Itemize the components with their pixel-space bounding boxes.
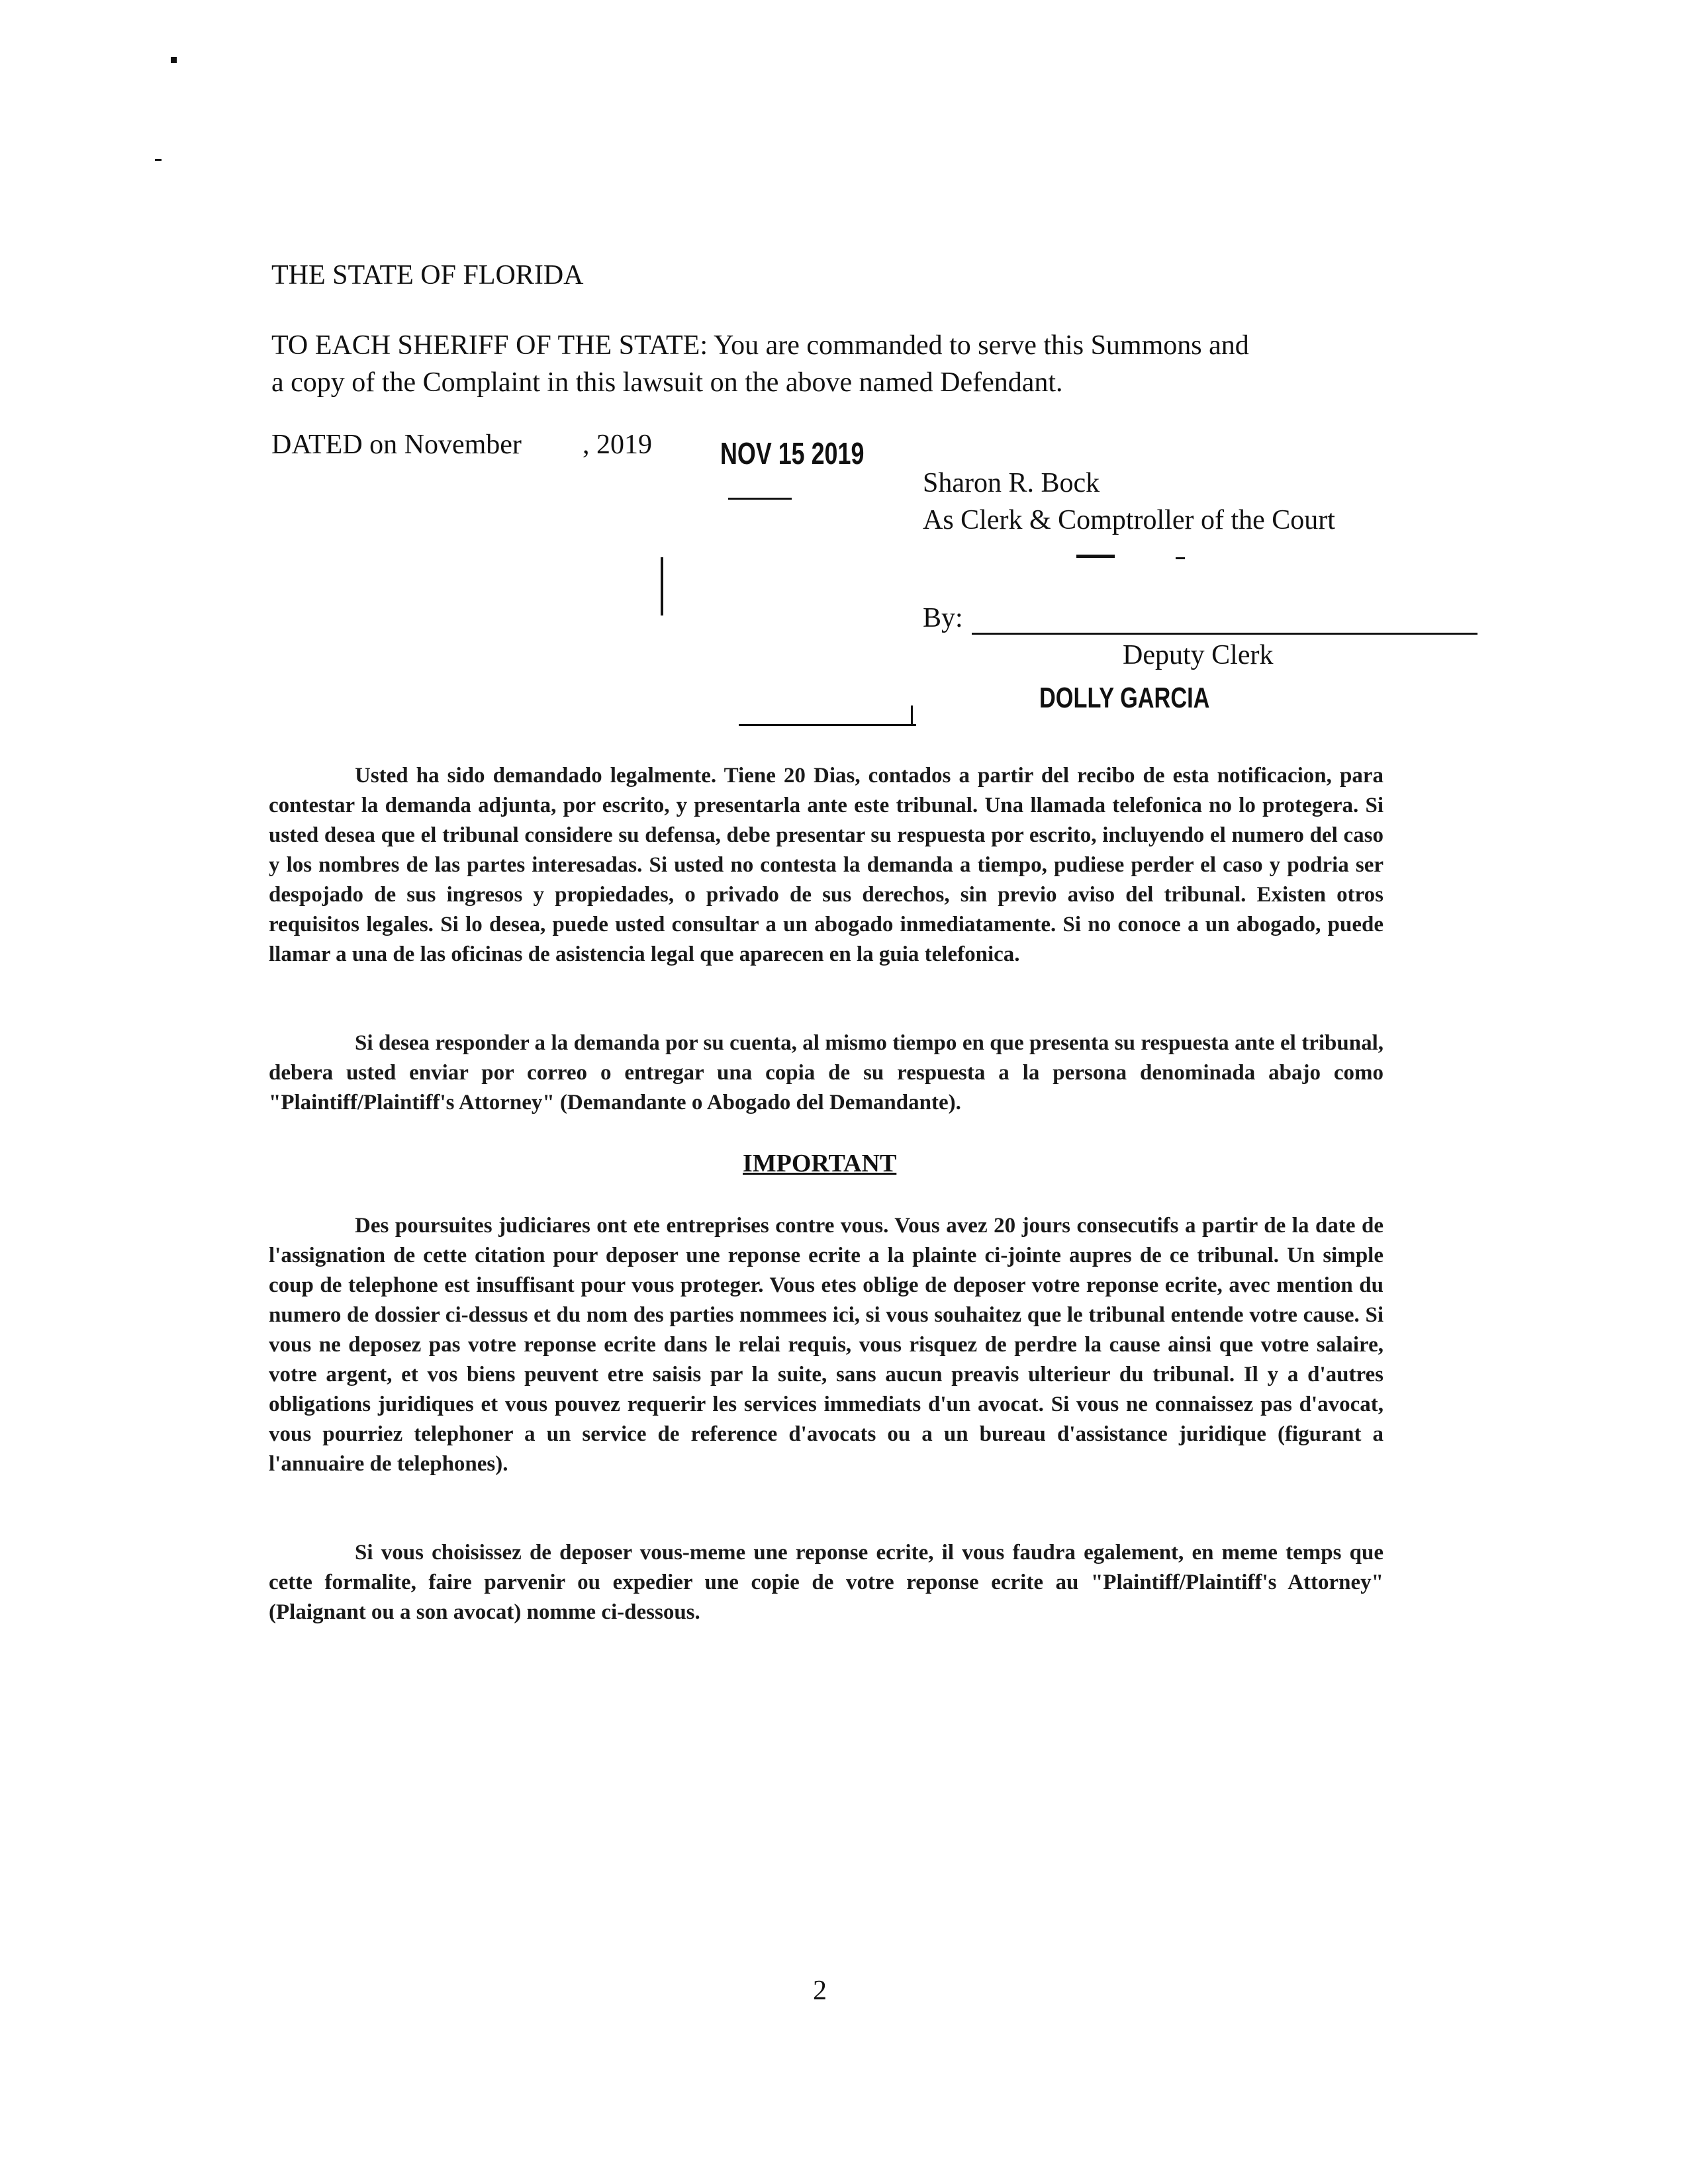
clerk-name: Sharon R. Bock	[923, 468, 1100, 498]
signature-line	[972, 633, 1477, 635]
important-heading: IMPORTANT	[743, 1150, 897, 1177]
mark-tick	[911, 705, 913, 724]
mark-underline	[739, 724, 916, 726]
date-stamp: NOV 15 2019	[720, 436, 865, 471]
french-paragraph-2: Si vous choisissez de deposer vous-meme une reponse ecrite, il vous faudra egalement, en meme temps que cette formalite, faire parvenir ou expedier une copie de votre reponse ecrite au "Plaintiff/Plaintiff's Attorney" (Plaignant ou a son avocat) nomme ci-dessous.	[269, 1541, 1383, 1624]
french-paragraph-1: Des poursuites judiciares ont ete entreprises contre vous. Vous avez 20 jours consecutifs a partir de la date de l'assignation de cette citation pour deposer une reponse ecrite a la plainte ci-jointe aupres de ce tribunal. Un simple coup de telephone est insuffisant pour vous proteger. Vous etes oblige de deposer votre reponse ecrite, avec mention du numero de dossier ci-dessus et du nom des parties nommees ici, si vous souhaitez que le tribunal entende votre cause. Si vous ne deposez pas votre reponse ecrite dans le relai requis, vous risquez de perdre la cause ainsi que votre salaire, votre argent, et vos biens peuvent etre saisis par la suite, sans aucun preavis ulterieur du tribunal. Il y a d'autres obligations juridiques et vous pouvez requerir les services immediats d'un avocat. Si vous ne connaissez pas d'avocat, vous pourriez telephoner a un service de reference d'avocats ou a un bureau d'assistance juridique (figurant a l'annuaire de telephones).	[269, 1214, 1383, 1476]
spanish-paragraph-2: Si desea responder a la demanda por su cuenta, al mismo tiempo en que presenta su respuesta ante el tribunal, debera usted enviar por correo o entregar una copia de su respuesta a la persona denominada abajo como "Plaintiff/Plaintiff's Attorney" (Demandante o Abogado del Demandante).	[269, 1031, 1383, 1115]
scan-speck	[171, 57, 177, 63]
command-line-1: TO EACH SHERIFF OF THE STATE: You are commanded to serve this Summons and	[271, 330, 1249, 361]
mark-dash	[728, 498, 792, 500]
mark-dash	[1076, 555, 1115, 558]
by-label: By:	[923, 603, 963, 633]
command-line-2: a copy of the Complaint in this lawsuit on the above named Defendant.	[271, 367, 1063, 398]
deputy-clerk-label: Deputy Clerk	[1123, 640, 1274, 670]
clerk-title: As Clerk & Comptroller of the Court	[923, 505, 1335, 535]
spanish-paragraph-1: Usted ha sido demandado legalmente. Tiene 20 Dias, contados a partir del recibo de esta notificacion, para contestar la demanda adjunta, por escrito, y presentarla ante este tribunal. Una llamada telefonica no lo protegera. Si usted desea que el tribunal considere su defensa, debe presentar su respuesta por escrito, incluyendo el numero del caso y los nombres de las partes interesadas. Si usted no contesta la demanda a tiempo, pudiese perder el caso y podria ser despojado de sus ingresos y propiedades, o privado de sus derechos, sin previo aviso del tribunal. Existen otros requisitos legales. Si lo desea, puede usted consultar a un abogado inmediatamente. Si no conoce a un abogado, puede llamar a una de las oficinas de asistencia legal que aparecen en la guia telefonica.	[269, 764, 1383, 966]
state-heading: THE STATE OF FLORIDA	[271, 260, 584, 291]
mark-dash	[1176, 557, 1185, 559]
dated-prefix: DATED on November	[271, 430, 522, 460]
dated-year: , 2019	[583, 430, 652, 460]
scan-speck	[155, 159, 162, 161]
deputy-name-stamp: DOLLY GARCIA	[1039, 682, 1210, 714]
mark-bracket	[661, 557, 663, 615]
page-number: 2	[813, 1976, 827, 2006]
